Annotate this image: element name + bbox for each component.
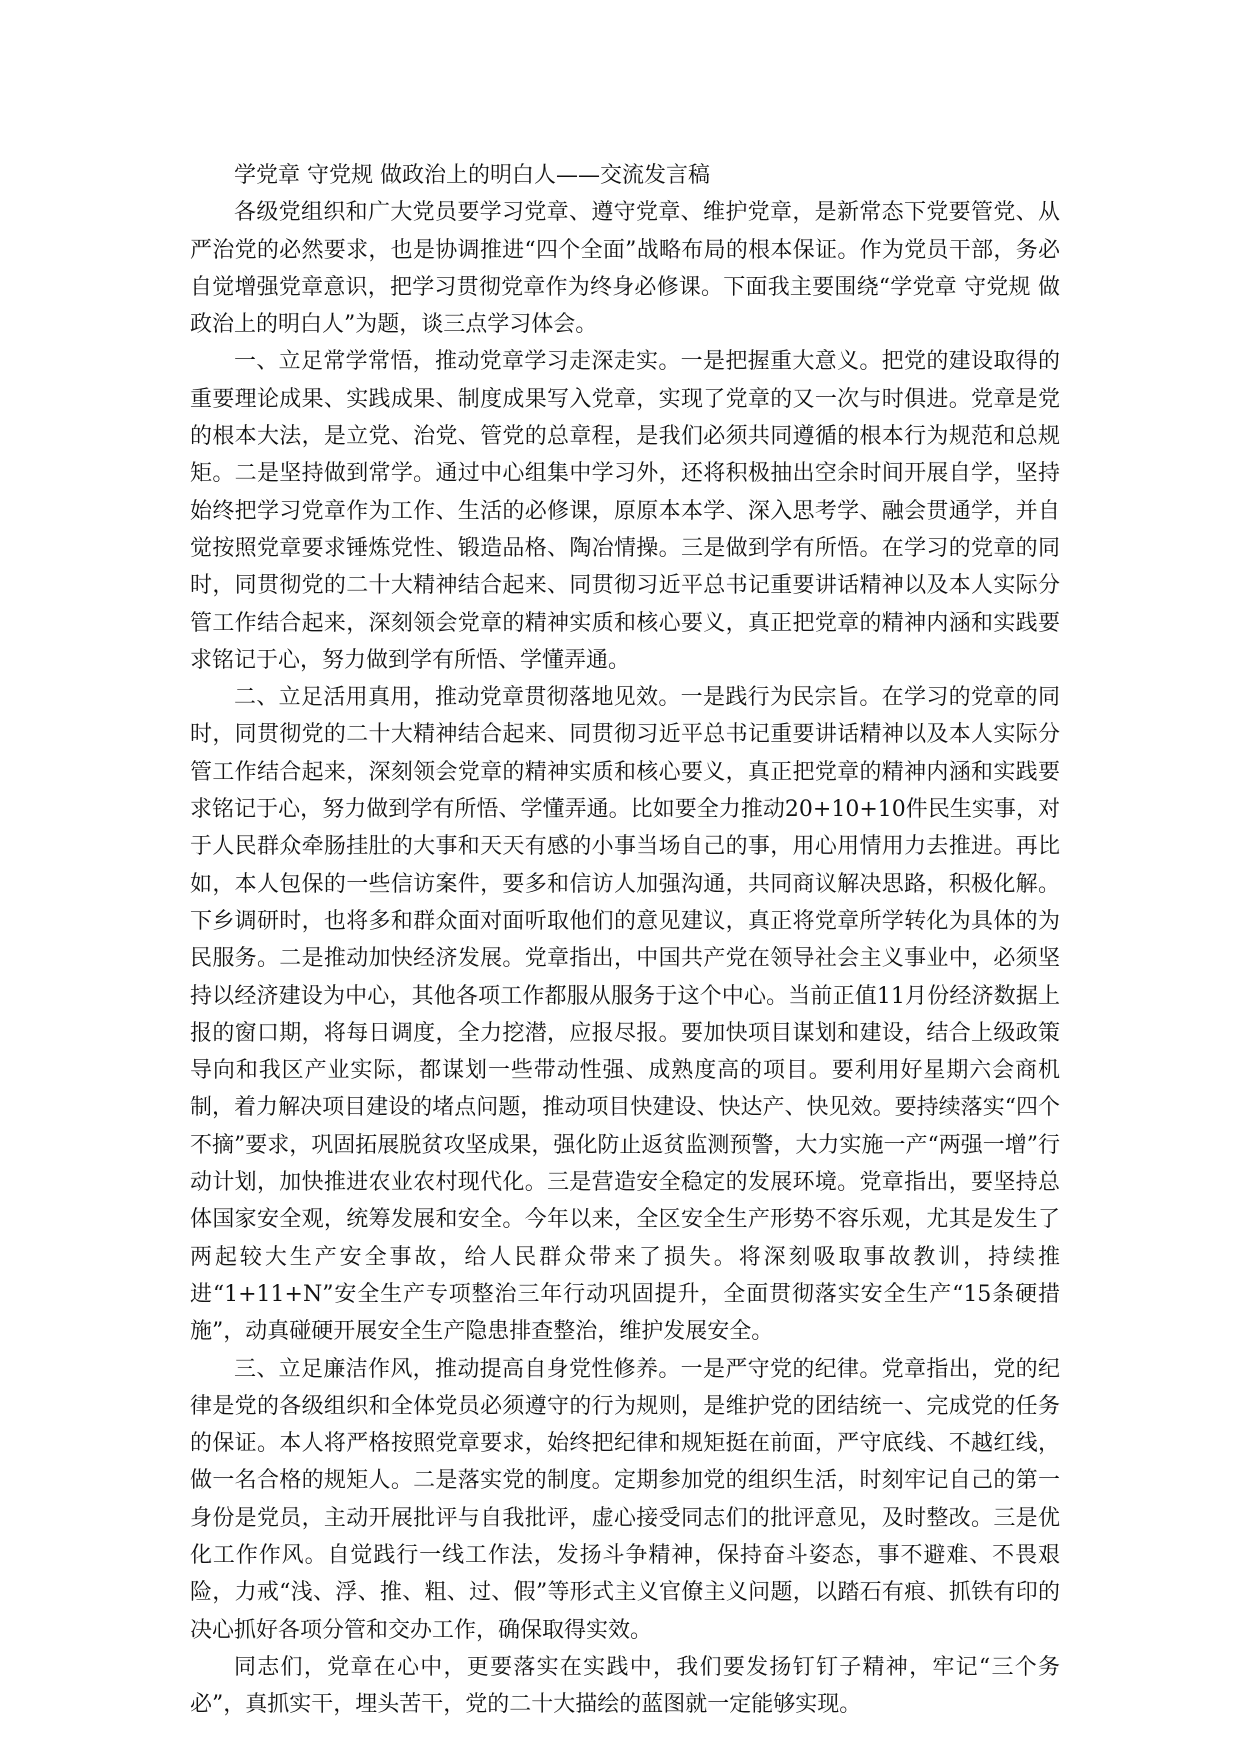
document-body bbox=[190, 157, 1060, 1723]
paragraph-intro: 各级党组织和广大党员要学习党章、遵守党章、维护党章，是新常态下党要管党、从严治党的必然要求，也是协调推进“四个全面”战略布局的根本保证。作为党员干部，务必自觉增强党章意识，把学习贯彻党章作为终身必修课。下面我主要围绕“学党章 守党规 做政治上的明白人”为题，谈三点学习体会。 bbox=[190, 200, 1060, 338]
document-title: 学党章 守党规 做政治上的明白人——交流发言稿 bbox=[234, 163, 710, 188]
paragraph-closing: 同志们，党章在心中，更要落实在实践中，我们要发扬钉钉子精神，牢记“三个务必”，真抓实干，埋头苦干，党的二十大描绘的蓝图就一定能够实现。 bbox=[190, 1654, 1060, 1718]
paragraph-section-one: 一、立足常学常悟，推动党章学习走深走实。一是把握重大意义。把党的建设取得的重要理论成果、实践成果、制度成果写入党章，实现了党章的又一次与时俱进。党章是党的根本大法，是立党、治党、管党的总章程，是我们必须共同遵循的根本行为规范和总规矩。二是坚持做到常学。通过中心组集中学习外，还将积极抽出空余时间开展自学，坚持始终把学习党章作为工作、生活的必修课，原原本本学、深入思考学、融会贯通学，并自觉按照党章要求锤炼党性、锻造品格、陶冶情操。三是做到学有所悟。在学习的党章的同时，同贯彻党的二十大精神结合起来、同贯彻习近平总书记重要讲话精神以及本人实际分管工作结合起来，深刻领会党章的精神实质和核心要义，真正把党章的精神内涵和实践要求铭记于心，努力做到学有所悟、学懂弄通。 bbox=[190, 349, 1060, 673]
paragraph-section-two: 二、立足活用真用，推动党章贯彻落地见效。一是践行为民宗旨。在学习的党章的同时，同贯彻党的二十大精神结合起来、同贯彻习近平总书记重要讲话精神以及本人实际分管工作结合起来，深刻领会党章的精神实质和核心要义，真正把党章的精神内涵和实践要求铭记于心，努力做到学有所悟、学懂弄通。比如要全力推动20+10+10件民生实事，对于人民群众牵肠挂肚的大事和天天有感的小事当场自己的事，用心用情用力去推进。再比如，本人包保的一些信访案件，要多和信访人加强沟通，共同商议解决思路，积极化解。下乡调研时，也将多和群众面对面听取他们的意见建议，真正将党章所学转化为具体的为民服务。二是推动加快经济发展。党章指出，中国共产党在领导社会主义事业中，必须坚持以经济建设为中心，其他各项工作都服从服务于这个中心。当前正值11月份经济数据上报的窗口期，将每日调度，全力挖潜，应报尽报。要加快项目谋划和建设，结合上级政策导向和我区产业实际，都谋划一些带动性强、成熟度高的项目。要利用好星期六会商机制，着力解决项目建设的堵点问题，推动项目快建设、快达产、快见效。要持续落实“四个不摘”要求，巩固拓展脱贫攻坚成果，强化防止返贫监测预警，大力实施一产“两强一增”行动计划，加快推进农业农村现代化。三是营造安全稳定的发展环境。党章指出，要坚持总体国家安全观，统筹发展和安全。今年以来，全区安全生产形势不容乐观，尤其是发生了两起较大生产安全事故，给人民群众带来了损失。将深刻吸取事故教训，持续推进“1+11+N”安全生产专项整治三年行动巩固提升，全面贯彻落实安全生产“15条硬措施”，动真碰硬开展安全生产隐患排查整治，维护发展安全。 bbox=[190, 685, 1060, 1345]
paragraph-section-three: 三、立足廉洁作风，推动提高自身党性修养。一是严守党的纪律。党章指出，党的纪律是党的各级组织和全体党员必须遵守的行为规则，是维护党的团结统一、完成党的任务的保证。本人将严格按照党章要求，始终把纪律和规矩挺在前面，严守底线、不越红线，做一名合格的规矩人。二是落实党的制度。定期参加党的组织生活，时刻牢记自己的第一身份是党员，主动开展批评与自我批评，虚心接受同志们的批评意见，及时整改。三是优化工作作风。自觉践行一线工作法，发扬斗争精神，保持奋斗姿态，事不避难、不畏艰险，力戒“浅、浮、推、粗、过、假”等形式主义官僚主义问题，以踏石有痕、抓铁有印的决心抓好各项分管和交办工作，确保取得实效。 bbox=[190, 1356, 1060, 1643]
